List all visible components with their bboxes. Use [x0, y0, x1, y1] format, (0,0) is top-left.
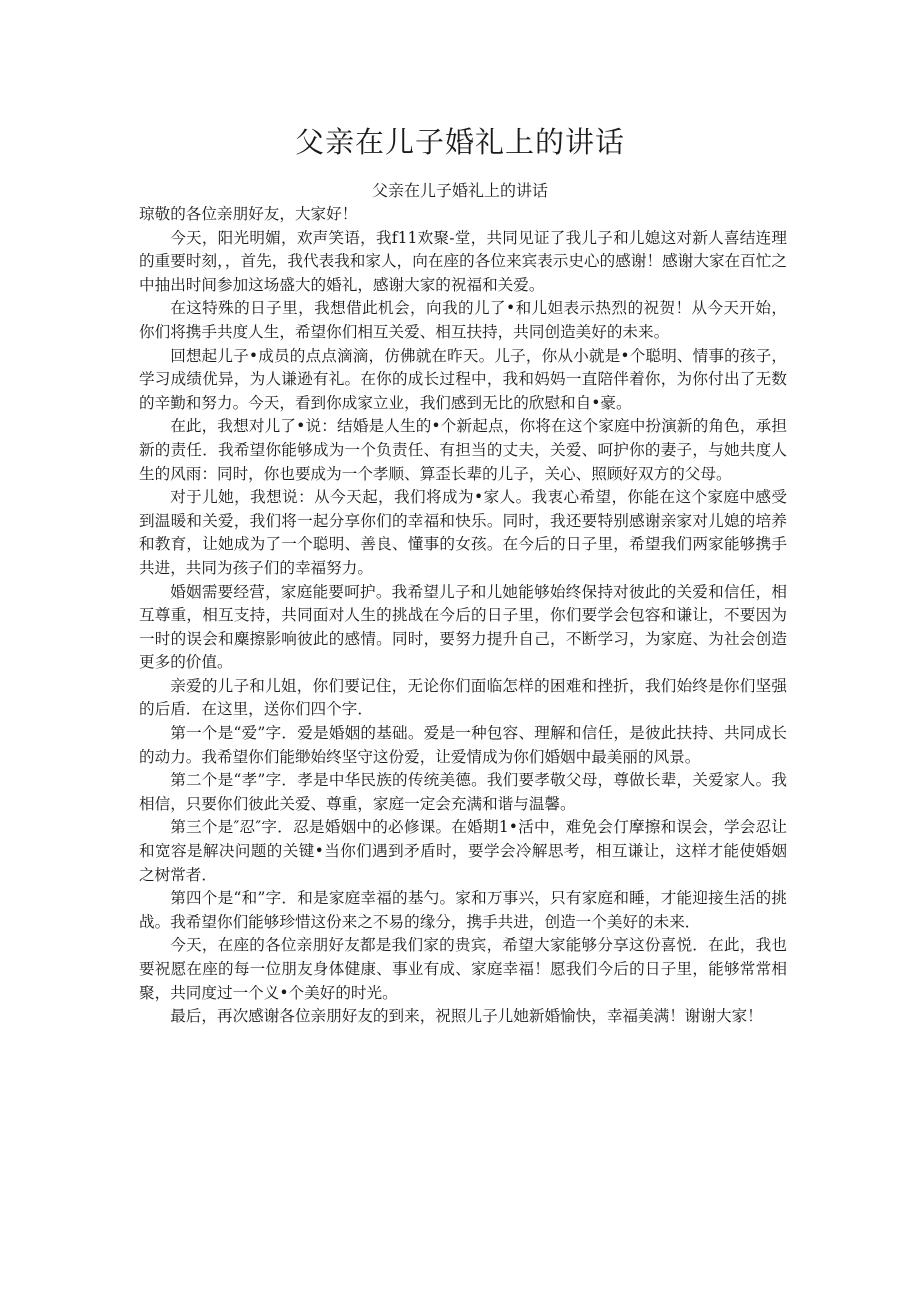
paragraph-four-words-intro: 亲爱的儿子和儿姐，你们要记住，无论你们面临怎样的困难和挫折，我们始终是你们坚强的后盾．在这里，送你们四个字．: [139, 676, 787, 719]
paragraph-word-love: 第一个是“爱”字．爱是婚姻的基础。爱是一种包容、理解和信任，是彼此扶持、共同成长的动力。我希望你们能缈始终坚守这份爱，让爱情成为你们婚姻中最美丽的风景。: [139, 724, 787, 766]
paragraph-closing: 最后，再次感谢各位亲朋好友的到来，祝照儿子儿她新婚愉快，幸福美满！谢谢大家！: [170, 1007, 763, 1026]
paragraph-memories: 回想起儿子•成员的点点滴滴，仿佛就在昨天。儿子，你从小就是•个聪明、情事的孩子，学习成绩优异，为人谦逊有礼。在你的成长过程中，我和妈妈一直陪伴着你，为你付出了无数的辛勤和努力。今天，看到你成家立业，我们感到无比的欣慰和自•豪。: [139, 346, 787, 412]
paragraph-to-son: 在此，我想对儿了•说：结婚是人生的•个新起点，你将在这个家庭中扮演新的角色，承担新的责任．我希望你能够成为一个负责任、有担当的丈夫，关爱、呵护你的妻子，与她共度人生的风雨：同时，你也要成为一个孝顺、算歪长辈的儿子，关心、照顾好双方的父母。: [139, 417, 787, 483]
paragraph-word-patience: 第三个是″忍″字．忍是婚姻中的必修课。在婚期1•活中，难免会仃摩擦和误会，学会忍让和宽容是解决问题的关键•当你们遇到矛盾时，要学会冷解思考，相互谦让，这样才能使婚姻之树常者．: [139, 818, 787, 884]
paragraph-congratulations: 在这特殊的日子里，我想借此机会，向我的儿了•和儿妲表示热烈的祝贺！从今天开始，你们将携手共度人生，希望你们相互关爱、相互扶持，共同创造美好的未来。: [139, 299, 787, 341]
greeting-line: 琼敬的各位亲朋好友，大家好！: [139, 205, 358, 223]
document-subtitle: 父亲在儿子婚礼上的讲话: [371, 181, 548, 200]
document-title: 父亲在儿子婚礼上的讲话: [294, 125, 625, 159]
speech-body: [139, 203, 787, 1029]
paragraph-to-daughter-in-law: 对于儿她，我想说：从今天起，我们将成为•家人。我衷心希望，你能在这个家庭中感受到温暖和关爱，我们将一起分享你们的幸福和快乐。同时，我还要特别感谢亲家对儿媳的培养和教育，让她成为了一个聪明、善良、懂事的女孩。在今后的日子里，希望我们两家能够携手共进，共同为孩子们的幸福努力。: [139, 488, 787, 577]
paragraph-guests: 今天，在座的各位亲朋好友都是我们家的贵宾，希望大家能够分享这份喜悦．在此，我也要祝愿在座的每一位朋友身体健康、事业有成、家庭幸福！愿我们今后的日子里，能够常常相聚，共同度过一个义•个美好的时光。: [139, 936, 787, 1002]
paragraph-opening: 今天，阳光明媚，欢声笑语，我f11欢聚-堂，共同见证了我儿子和儿媳这对新人喜结连理的重要时刻，，首先，我代表我和家人，向在座的各位来宾表示史心的感谢！感谢大家在百忙之中抽出时间参加这场盛大的婚礼，感谢大家的祝福和关爱。: [139, 228, 787, 294]
paragraph-word-filial: 第二个是“孝”字．孝是中华民族的传统美德。我们要孝敬父母，尊做长辈，关爱家人。我相信，只要你们彼此关爱、尊重，家庭一定会充满和谐与温馨。: [139, 771, 787, 813]
paragraph-marriage-advice: 婚姻需要经营，家庭能要呵护。我希望儿子和儿她能够始终保持对彼此的关爱和信任，相互尊重，相互支持，共同面对人生的挑战在今后的日子里，你们要学会包容和谦让，不要因为一时的误会和麋擦影响彼此的感情。同时，要努力提升自己，不断学习，为家庭、为社会创造更多的价值。: [139, 582, 787, 672]
paragraph-word-harmony: 第四个是“和”字．和是家庭幸福的基勺。家和万事兴，只有家庭和睡，才能迎接生活的挑战。我希望你们能够珍惜这份来之不易的缘分，携手共进，创造一个美好的未来．: [139, 889, 787, 931]
